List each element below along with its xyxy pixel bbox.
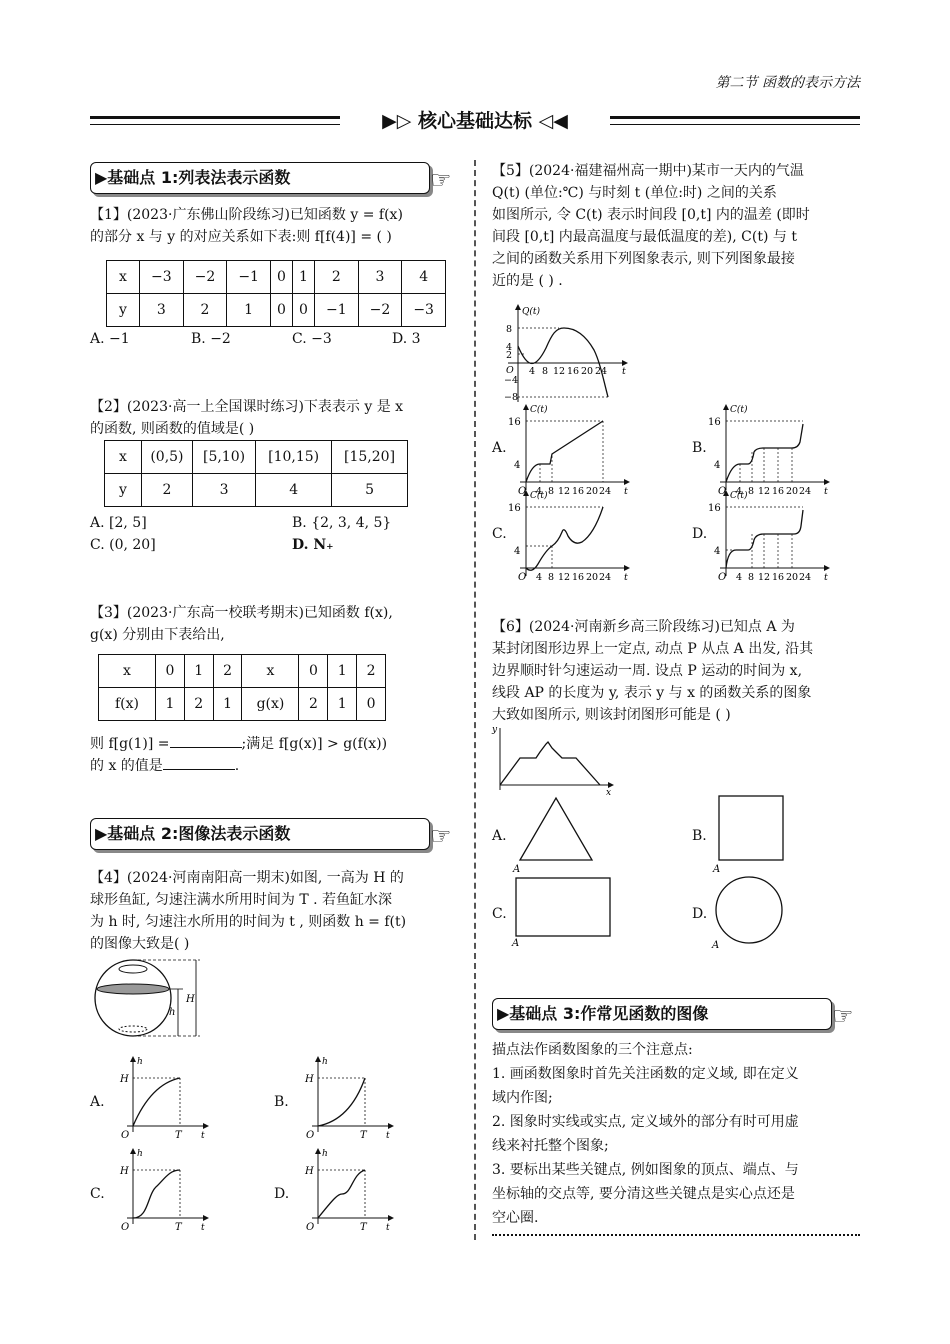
q1-option-b[interactable]: B. −2 xyxy=(191,331,231,347)
question-3 xyxy=(90,602,470,646)
table-cell: −2 xyxy=(358,294,402,327)
section-end-dotted-line xyxy=(492,1234,860,1236)
q6-option-c[interactable]: C. xyxy=(492,906,507,922)
table-cell: 1 xyxy=(213,688,242,721)
svg-text:Q(t): Q(t) xyxy=(522,307,541,317)
table-cell: −3 xyxy=(402,294,446,327)
table-cell: 1 xyxy=(227,294,271,327)
table-cell: 1 xyxy=(184,655,213,688)
svg-text:16: 16 xyxy=(567,366,580,377)
q2-line2: 的函数, 则函数的值域是( ) xyxy=(90,421,255,437)
svg-text:h: h xyxy=(169,1007,176,1018)
svg-text:8: 8 xyxy=(506,324,513,335)
q1-option-d[interactable]: D. 3 xyxy=(392,331,421,347)
q3-line2: g(x) 分别由下表给出, xyxy=(90,627,225,643)
table-cell: 2 xyxy=(142,474,193,507)
q6-square-shape xyxy=(710,794,800,874)
table-cell: 2 xyxy=(357,655,386,688)
q5-option-c[interactable]: C. xyxy=(492,526,507,542)
svg-text:20: 20 xyxy=(581,366,594,377)
q5-graph-d xyxy=(700,488,840,584)
pointing-hand-icon: ☞ xyxy=(430,166,452,194)
q4-graph-d xyxy=(300,1146,400,1230)
q4-option-c[interactable]: C. xyxy=(90,1186,105,1202)
section-header-3: ▶基础点 3:作常见函数的图像 xyxy=(492,998,832,1030)
table-cell: 3 xyxy=(192,474,255,507)
q4-option-a[interactable]: A. xyxy=(90,1094,105,1110)
q5-option-a[interactable]: A. xyxy=(492,440,507,456)
table-cell: x xyxy=(99,655,156,688)
svg-text:12: 12 xyxy=(553,366,566,377)
q4-option-b[interactable]: B. xyxy=(274,1094,289,1110)
table-cell: −2 xyxy=(183,261,227,294)
q5-graph-c xyxy=(500,488,640,584)
q2-line1: 【2】(2023·高一上全国课时练习)下表表示 y 是 x xyxy=(90,399,404,415)
q6-option-b[interactable]: B. xyxy=(692,828,707,844)
svg-text:A: A xyxy=(713,864,721,874)
fishbowl-figure xyxy=(88,958,218,1040)
question-6: 【6】(2024·河南新乡高三阶段练习)已知点 A 为 某封闭图形边界上一定点, 动点 P 从点 A 出发, 沿其 边界顺时针匀速运动一周. 设点 P 运动的时间为 x, 线段 AP 的长度为 y, 表示 y 与 x 的函数关系的图象 大致如图所示, 则该封闭图形可能是 ( ) xyxy=(492,619,814,723)
table-cell: 1 xyxy=(292,261,314,294)
table-cell: 0 xyxy=(292,294,314,327)
table-cell: 3 xyxy=(358,261,402,294)
page-title: ▶▷ 核心基础达标 ◁◀ xyxy=(382,110,568,132)
page-header: 第二节 函数的表示方法 xyxy=(715,75,860,91)
question-4: 【4】(2024·河南南阳高一期末)如图, 一高为 H 的 球形鱼缸, 匀速注满水所用时间为 T . 若鱼缸水深 为 h 时, 匀速注水所用的时间为 t , 则函数 h = f(t) 的图像大致是( ) xyxy=(90,870,407,952)
q5-graph-a xyxy=(500,402,640,498)
pointing-hand-icon: ☞ xyxy=(430,822,452,850)
table-cell: x xyxy=(107,261,140,294)
q1-line2: 的部分 x 与 y 的对应关系如下表:则 f[f(4)] = ( ) xyxy=(90,229,392,245)
q3-line1: 【3】(2023·广东高一校联考期末)已知函数 f(x), xyxy=(90,605,393,621)
table-cell: 5 xyxy=(332,474,408,507)
table-cell: 0 xyxy=(270,294,292,327)
table-cell: f(x) xyxy=(99,688,156,721)
svg-text:4: 4 xyxy=(529,366,536,377)
section-header-2: ▶基础点 2:图像法表示函数 xyxy=(90,818,430,850)
table-cell: 2 xyxy=(184,688,213,721)
table-cell: −1 xyxy=(315,294,359,327)
section-header-1: ▶基础点 1:列表法表示函数 xyxy=(90,162,430,194)
q1-option-c[interactable]: C. −3 xyxy=(292,331,332,347)
q5-temperature-graph xyxy=(494,302,644,406)
svg-text:A: A xyxy=(712,940,720,950)
q6-option-a[interactable]: A. xyxy=(492,828,507,844)
q1-table xyxy=(106,260,446,327)
svg-text:O: O xyxy=(506,365,514,376)
q4-graph-a xyxy=(115,1054,215,1138)
q2-table xyxy=(104,440,408,507)
table-cell: [5,10) xyxy=(192,441,255,474)
q1-option-a[interactable]: A. −1 xyxy=(90,331,130,347)
table-cell: 0 xyxy=(357,688,386,721)
column-divider xyxy=(474,160,476,1240)
table-cell: 2 xyxy=(299,688,328,721)
table-cell: 0 xyxy=(156,655,185,688)
q3-blank-1[interactable] xyxy=(170,747,242,748)
pointing-hand-icon: ☞ xyxy=(832,1002,854,1030)
q2-option-d[interactable]: D. N₊ xyxy=(292,537,334,553)
svg-text:−8: −8 xyxy=(504,392,519,403)
svg-text:4: 4 xyxy=(506,342,513,353)
table-cell: [15,20] xyxy=(332,441,408,474)
svg-text:y: y xyxy=(492,725,498,735)
q3-answer-lines: 则 f[g(1)] = ;满足 f[g(x)] > g(f(x)) 的 x 的值是 . xyxy=(90,736,388,774)
svg-text:t: t xyxy=(622,366,626,377)
q2-option-a[interactable]: A. [2, 5] xyxy=(90,515,147,531)
table-cell: 1 xyxy=(156,688,185,721)
q4-graph-c xyxy=(115,1146,215,1230)
q3-table xyxy=(98,654,386,721)
table-cell: 2 xyxy=(183,294,227,327)
svg-text:x: x xyxy=(606,788,612,796)
q4-graph-b xyxy=(300,1054,400,1138)
table-cell: 0 xyxy=(270,261,292,294)
svg-text:8: 8 xyxy=(542,366,549,377)
table-cell: 1 xyxy=(328,655,357,688)
title-bar xyxy=(90,104,860,134)
table-cell: 1 xyxy=(328,688,357,721)
q4-option-d[interactable]: D. xyxy=(274,1186,290,1202)
svg-text:2: 2 xyxy=(506,350,513,361)
svg-text:−4: −4 xyxy=(504,375,519,386)
q6-rectangle-shape xyxy=(508,874,618,948)
q5-option-b[interactable]: B. xyxy=(692,440,707,456)
q5-option-d[interactable]: D. xyxy=(692,526,708,542)
q3-blank-2[interactable] xyxy=(163,769,235,770)
table-cell: g(x) xyxy=(242,688,299,721)
q5-graph-b xyxy=(700,402,840,498)
q6-circle-shape xyxy=(708,870,798,950)
question-5: 【5】(2024·福建福州高一期中)某市一天内的气温 Q(t) (单位:℃) 与时刻 t (单位:时) 之间的关系 如图所示, 令 C(t) 表示时间段 [0,t] 内的温差 (即时 间段 [0,t] 内最高温度与最低温度的差), C(t) 与 t 之间的函数关系用下列图象表示, 则下列图象最接 近的是 ( ) . xyxy=(492,163,810,289)
q1-line1: 【1】(2023·广东佛山阶段练习)已知函数 y = f(x) xyxy=(90,207,403,223)
table-cell: [10,15) xyxy=(256,441,332,474)
table-cell: 2 xyxy=(315,261,359,294)
table-cell: x xyxy=(242,655,299,688)
svg-text:H: H xyxy=(186,994,195,1005)
q2-option-c[interactable]: C. (0, 20] xyxy=(90,537,156,553)
table-cell: y xyxy=(107,294,140,327)
question-2 xyxy=(90,396,470,440)
table-cell: y xyxy=(105,474,142,507)
q6-distance-graph xyxy=(490,722,620,796)
table-cell: −1 xyxy=(227,261,271,294)
table-cell: (0,5) xyxy=(142,441,193,474)
table-cell: 2 xyxy=(213,655,242,688)
table-cell: 3 xyxy=(140,294,184,327)
table-cell: 4 xyxy=(402,261,446,294)
q2-option-b[interactable]: B. {2, 3, 4, 5} xyxy=(292,515,392,531)
table-cell: −3 xyxy=(140,261,184,294)
svg-text:24: 24 xyxy=(595,366,608,377)
q6-triangle-shape xyxy=(510,794,600,874)
svg-text:A: A xyxy=(512,938,520,948)
svg-text:A: A xyxy=(513,864,521,874)
q6-option-d[interactable]: D. xyxy=(692,906,708,922)
table-cell: x xyxy=(105,441,142,474)
section-3-notes: 描点法作函数图象的三个注意点: 1. 画函数图象时首先关注函数的定义域, 即在定义 域内作图; 2. 图象时实线或实点, 定义域外的部分有时可用虚 线来衬托整个图象; 3. 要标出某些关键点, 例如图象的顶点、端点、与 坐标轴的交点等, 要分清这些关键点是实心点还是 空心圈. xyxy=(492,1042,799,1226)
question-1 xyxy=(90,204,470,248)
table-cell: 0 xyxy=(299,655,328,688)
table-cell: 4 xyxy=(256,474,332,507)
